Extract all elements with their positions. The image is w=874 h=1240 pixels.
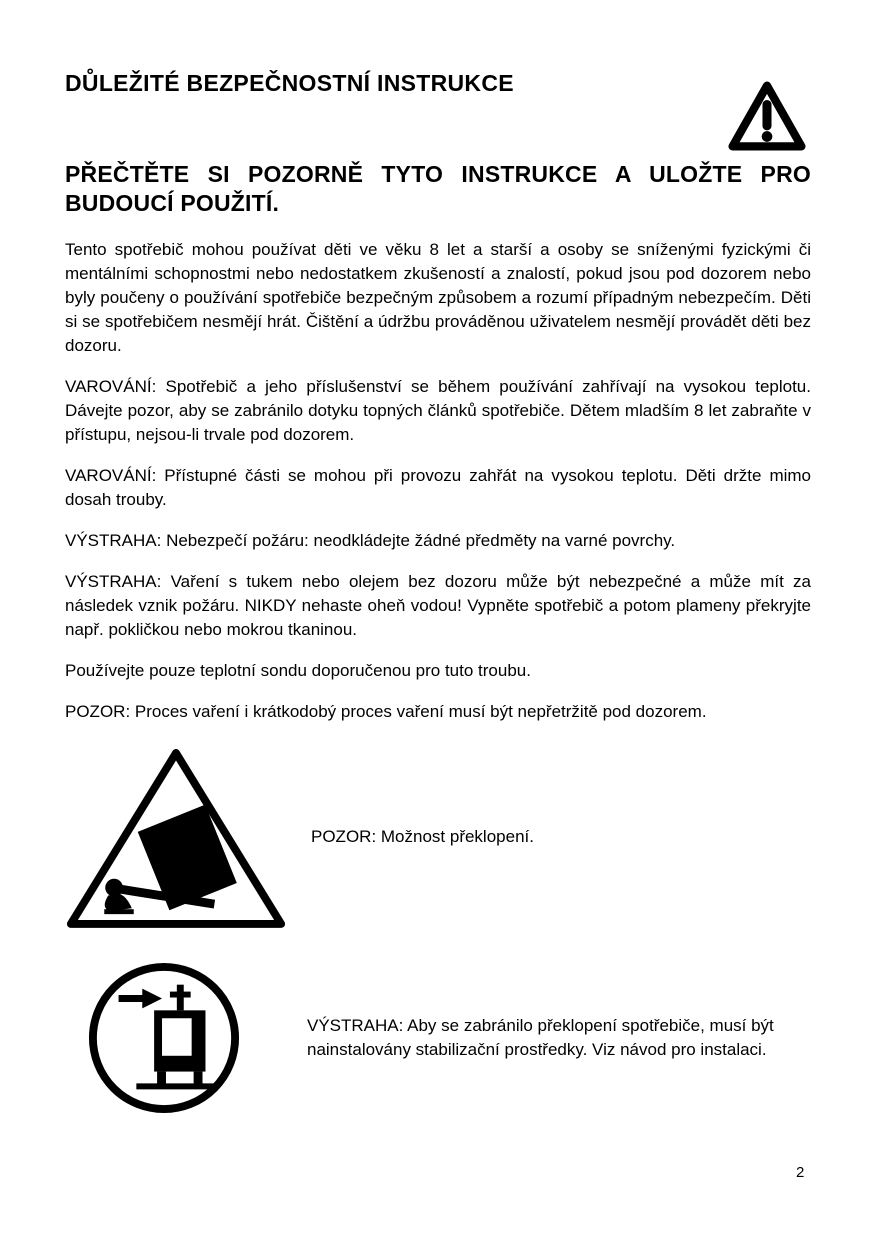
page-title: DŮLEŽITÉ BEZPEČNOSTNÍ INSTRUKCE [65, 70, 514, 96]
paragraph-child-supervision: Tento spotřebič mohou používat děti ve věku 8 let a starší a osoby se sníženými fyzickými či mentálními schopnostmi nebo nedostatkem zkušeností a znalostí, pokud jsou pod dozorem nebo byly poučeny o používání spotřebiče bezpečným způsobem a rozumí případným nebezpečím. Děti si se spotřebičem nesmějí hrát. Čištění a údržbu prováděnou uživatelem nesmějí provádět děti bez dozoru. [65, 240, 811, 355]
paragraph-caution-fire-risk: VÝSTRAHA: Nebezpečí požáru: neodkládejte žádné předměty na varné povrchy. [65, 531, 676, 550]
tip-over-warning-text: POZOR: Možnost překlopení. [311, 827, 534, 846]
anti-tip-bracket-icon [85, 959, 243, 1117]
page-number: 2 [796, 1164, 805, 1181]
paragraph-warning-accessible-parts: VAROVÁNÍ: Přístupné části se mohou při provozu zahřát na vysokou teplotu. Děti držte mimo dosah trouby. [65, 466, 811, 509]
page-subtitle: PŘEČTĚTE SI POZORNĚ TYTO INSTRUKCE A ULOŽTE PRO BUDOUCÍ POUŽITÍ. [65, 161, 811, 216]
general-warning-icon [726, 78, 808, 154]
tip-over-hazard-icon [63, 741, 289, 933]
paragraph-caution-fat-oil: VÝSTRAHA: Vaření s tukem nebo olejem bez dozoru může být nebezpečné a může mít za následek vznik požáru. NIKDY nehaste oheň vodou! Vypněte spotřebič a potom plameny překryjte např. pokličkou nebo mokrou tkaninou. [65, 572, 811, 639]
body-text [65, 238, 811, 1117]
paragraph-temperature-probe: Používejte pouze teplotní sondu doporučenou pro tuto troubu. [65, 661, 531, 680]
paragraph-attention-cooking: POZOR: Proces vaření i krátkodobý proces vaření musí být nepřetržitě pod dozorem. [65, 702, 707, 721]
tip-over-warning-row [65, 741, 811, 933]
paragraph-warning-hot-appliance: VAROVÁNÍ: Spotřebič a jeho příslušenství se během používání zahřívají na vysokou teplotu. Dávejte pozor, aby se zabránilo dotyku topných článků spotřebiče. Dětem mladším 8 let zabraňte v přístupu, nejsou-li trvale pod dozorem. [65, 377, 811, 444]
anti-tip-warning-text: VÝSTRAHA: Aby se zabránilo překlopení spotřebiče, musí být nainstalovány stabilizační prostředky. Viz návod pro instalaci. [307, 1016, 774, 1059]
anti-tip-warning-row [65, 959, 811, 1117]
